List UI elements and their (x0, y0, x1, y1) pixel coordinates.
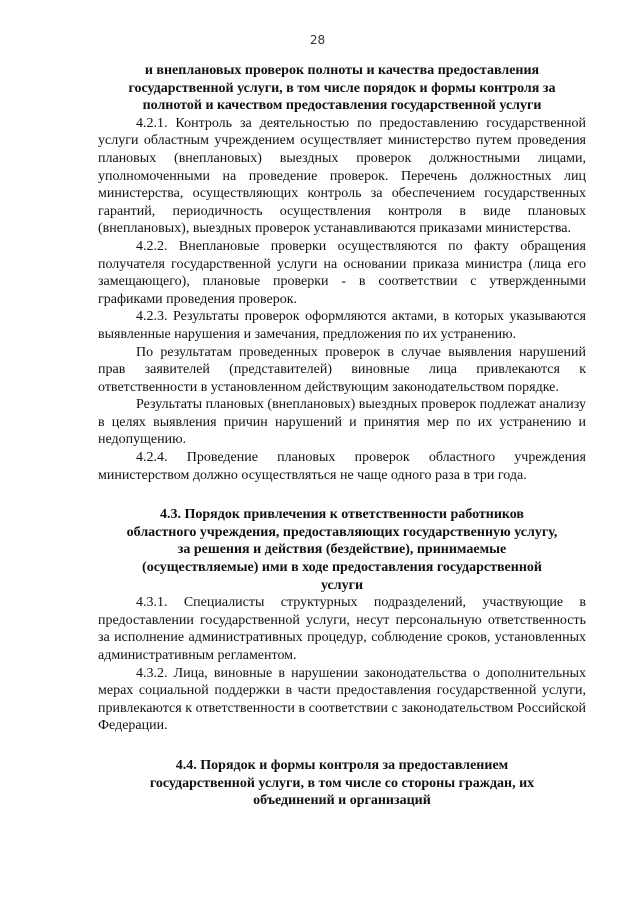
paragraph-4-2-4: 4.2.4. Проведение плановых проверок областного учреждения министерством должно осуществляться не чаще одного раза в три года. (98, 450, 586, 483)
paragraph-violations-liability: По результатам проведенных проверок в случае выявления нарушений прав заявителей (представителей) виновные лица привлекаются к ответственности в установленном действующим законодательством порядке. (98, 344, 586, 395)
section-4-4-heading: 4.4. Порядок и формы контроля за предоставлением государственной услуги, в том числе со стороны граждан, их объединений и организаций (149, 757, 535, 809)
paragraph-4-2-2: 4.2.2. Внеплановые проверки осуществляются по факту обращения получателя государственной услуги на основании приказа министра (лица его замещающего), плановые проверки - в соответствии с утвержденными графиками проведения проверок. (98, 238, 586, 307)
paragraph-4-2-3: 4.2.3. Результаты проверок оформляются актами, в которых указываются выявленные нарушения и замечания, предложения по их устранению. (98, 309, 586, 342)
paragraph-inspection-results: Результаты плановых (внеплановых) выездных проверок подлежат анализу в целях выявления причин нарушений и принятия мер по их устранению и недопущению. (98, 397, 586, 448)
page-number: 28 (309, 33, 326, 47)
page-content (98, 62, 586, 810)
section-4-3-heading: 4.3. Порядок привлечения к ответственности работников областного учреждения, предоставляющих государственную услугу, за решения и действия (бездействие), принимаемые (осуществляемые) ими в ходе предоставления государственной услуги (126, 507, 558, 593)
paragraph-4-2-1: 4.2.1. Контроль за деятельностью по предоставлению государственной услуги областным учреждением осуществляет министерство путем проведения плановых (внеплановых) выездных проверок должностными лицами, уполномоченными на проведение проверок. Перечень должностных лиц министерства, осуществляющих контроль за обеспечением государственных гарантий, периодичность осуществления контроля в виде плановых (внеплановых), выездных проверок устанавливаются приказами министерства. (98, 115, 586, 237)
section-4-2-heading-continuation: и внеплановых проверок полноты и качества предоставления государственной услуги, в том числе порядок и формы контроля за полнотой и качеством предоставления государственной услуги (128, 63, 556, 114)
paragraph-4-3-2: 4.3.2. Лица, виновные в нарушении законодательства о дополнительных мерах социальной поддержки в части предоставления государственной услуги, привлекаются к ответственности в соответствии с законодательством Российской Федерации. (98, 665, 586, 734)
paragraph-4-3-1: 4.3.1. Специалисты структурных подразделений, участвующие в предоставлении государственной услуги, несут персональную ответственность за исполнение административных процедур, соблюдение сроков, установленных административным регламентом. (98, 595, 586, 663)
